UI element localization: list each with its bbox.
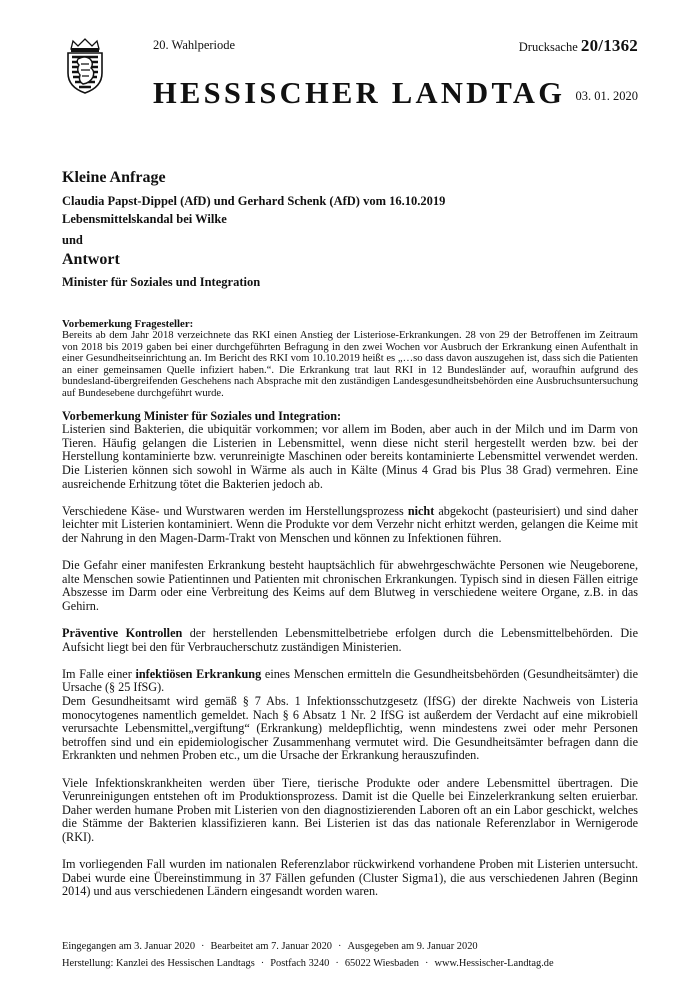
paragraph-praeventive-kontrollen: Präventive Kontrollen der herstellenden Lebensmittelbetriebe erfolgen durch die Lebensmittelbehörden. Die Aufsicht liegt bei den für Verbraucherschutz zuständigen Ministerien. bbox=[62, 626, 638, 654]
document-date: 03. 01. 2020 bbox=[575, 89, 638, 103]
subject-line: Lebensmittelskandal bei Wilke bbox=[62, 212, 227, 226]
website-link[interactable]: www.Hessischer-Landtag.de bbox=[434, 958, 554, 969]
hessen-coat-of-arms-icon bbox=[63, 37, 107, 95]
paragraph-gefahr: Die Gefahr einer manifesten Erkrankung besteht hauptsächlich für abwehrgeschwächte Personen wie Neugeborene, alte Menschen sowie Patientinnen und Patienten mit chronischen Erkrankungen. Typisch sind in diesen Fällen eitrige Abszesse im Darm oder eine Verbreitung des Keims auf dem Blutweg in verschiedene weitere Organe, z.B. in das Gehirn. bbox=[62, 558, 638, 613]
parliament-title: HESSISCHER LANDTAG bbox=[153, 76, 566, 110]
drucksache-number: 20/1362 bbox=[580, 36, 638, 55]
vorbemerkung-fragesteller-text: Bereits ab dem Jahr 2018 verzeichnete das RKI einen Anstieg der Listeriose-Erkrankungen. 28 von 29 der Betroffenen im Zeitraum von 2018 bis 2019 gaben bei einer durchgeführten Befragung in den zwei Wochen vor Ausbruch der Erkrankung einen Aufenthalt in einer Gesundheitseinrichtung an. Im Bericht des RKI vom 10.10.2019 heißt es „…so dass davon auszugehen ist, dass sich die Patienten an einer gemeinsamen Quelle infiziert haben.“. Die Erkrankung trat laut RKI in 12 Bundesländer auf, woraufhin aufgrund des bundesland-übergreifenden Geschehens nach Absprache mit den zuständigen Landesgesundheitsbehörden eine Ausbruchsuntersuchung auf Bundesebene durchgeführt wurde. bbox=[62, 330, 638, 399]
footer bbox=[62, 938, 642, 972]
paragraph-listerien: Listerien sind Bakterien, die ubiquitär vorkommen; vor allem im Boden, aber auch in der Milch und im Darm von Tieren. Häufig gelangen die Listerien in Lebensmittel, wenn diese nicht steril hergestellt werden bzw. bei der Herstellung kontaminierte bzw. verunreinigte Maschinen oder bereits kontaminierte Lebensmittel verwendet werden. Die Listerien können sich sowohl in Wärme als auch in Kälte (Minus 4 Grad bis Plus 38 Grad) vermehren. Eine ausreichende Erhitzung tötet die Bakterien jedoch ab. bbox=[62, 422, 638, 491]
wahlperiode: 20. Wahlperiode bbox=[153, 38, 236, 52]
title-block bbox=[62, 168, 642, 291]
paragraph-gesundheitsamt: Dem Gesundheitsamt wird gemäß § 7 Abs. 1 Infektionsschutzgesetz (IfSG) der direkte Nachweis von Listeria monocytogenes namentlich gemeldet. Nach § 6 Absatz 1 Nr. 2 IfSG ist außerdem der Verdacht auf eine mikrobiell verursachte Lebensmittel„vergiftung“ (Erkrankung) meldepflichtig, wenn mindestens zwei oder mehr Personen betroffen sind und ein epidemiologischer Zusammenhang vermutet wird. Die Gesundheitsämter befragen dann die Erkrankten und nehmen Proben etc., um die Ursache der Erkrankung herauszufinden. bbox=[62, 694, 638, 763]
kleine-anfrage-heading: Kleine Anfrage bbox=[62, 169, 166, 186]
footer-dates-line: Eingegangen am 3. Januar 2020 · Bearbeitet am 7. Januar 2020 · Ausgegeben am 9. Januar 2020 bbox=[62, 941, 478, 952]
drucksache-label: Drucksache bbox=[518, 40, 578, 54]
vorbemerkung-fragesteller-heading: Vorbemerkung Fragesteller: bbox=[62, 318, 194, 330]
antwort-heading: Antwort bbox=[62, 251, 120, 268]
paragraph-kaese-wurst: Verschiedene Käse- und Wurstwaren werden im Herstellungsprozess nicht abgekocht (pasteurisiert) und sind daher leichter mit Listerien kontaminiert. Wenn die Produkte vor dem Verzehr nicht erhitzt werden, gelangen die Keime mit der Nahrung in den Magen-Darm-Trakt von Menschen und können zu Infektionen führen. bbox=[62, 503, 638, 545]
vorbemerkung-minister-heading: Vorbemerkung Minister für Soziales und Integration: bbox=[62, 408, 342, 423]
minister-line: Minister für Soziales und Integration bbox=[62, 275, 261, 289]
und-line: und bbox=[62, 233, 83, 247]
document-body bbox=[62, 318, 638, 899]
paragraph-infektionskrankheiten: Viele Infektionskrankheiten werden über Tiere, tierische Produkte oder andere Lebensmittel übertragen. Die Verunreinigungen entstehen oft im Produktionsprozess. Damit ist die Quelle bei Einzelerkrankung selten eruierbar. Daher werden humane Proben mit Listerien von den diagnostizierenden Laboren oft an ein Labor geschickt, welches die Stämme der Bakterien klassifizieren kann. Bei Listerien ist das das nationale Referenzlabor in Wernigerode (RKI). bbox=[62, 775, 638, 844]
paragraph-infektioese-erkrankung: Im Falle einer infektiösen Erkrankung eines Menschen ermitteln die Gesundheitsbehörden (Gesundheitsämter) die Ursache (§ 25 IfSG). bbox=[62, 666, 639, 695]
drucksache bbox=[519, 36, 638, 56]
authors-line: Claudia Papst-Dippel (AfD) und Gerhard Schenk (AfD) vom 16.10.2019 bbox=[62, 194, 446, 208]
paragraph-referenzlabor: Im vorliegenden Fall wurden im nationalen Referenzlabor rückwirkend vorhandene Proben mit Listerien untersucht. Dabei wurde eine Übereinstimmung in 37 Fällen gefunden (Cluster Sigma1), die aus verschiedenen Jahren (Beginn 2014) und aus verschiedenen Ländern eingesandt worden waren. bbox=[62, 857, 638, 899]
footer-publisher-line: Herstellung: Kanzlei des Hessischen Landtags · Postfach 3240 · 65022 Wiesbaden · www.Hessischer-Landtag.de bbox=[62, 958, 554, 969]
